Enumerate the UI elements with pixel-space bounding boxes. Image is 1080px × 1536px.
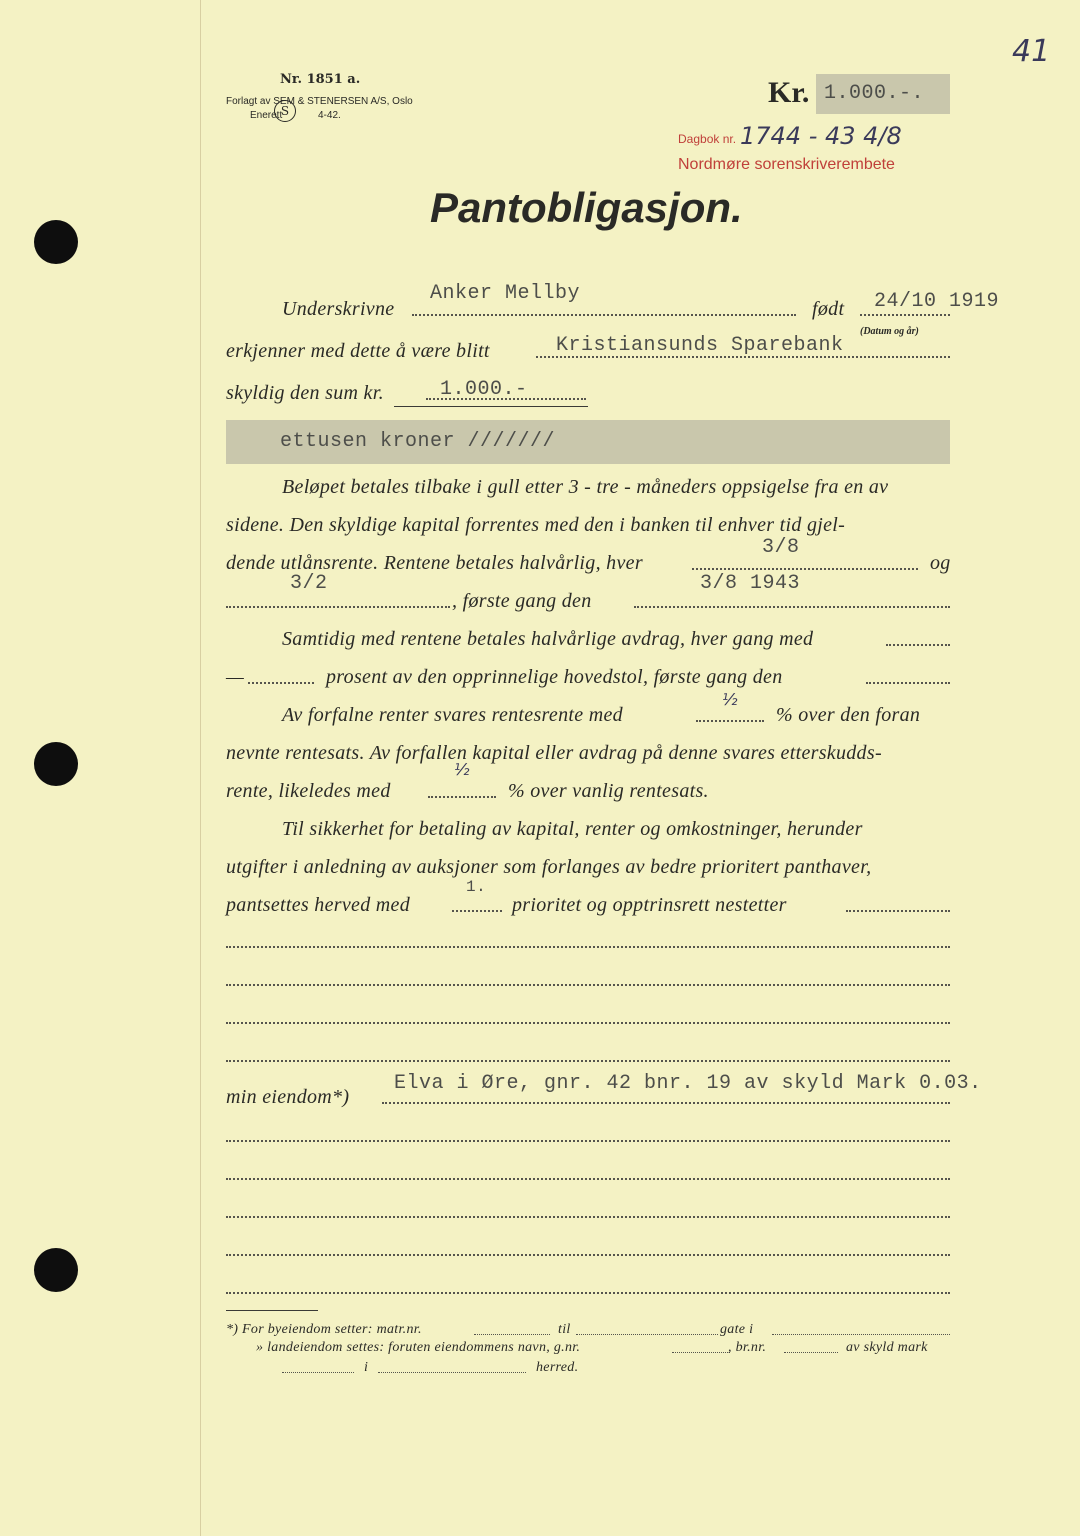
footnote-line2-c: av skyld mark	[846, 1340, 928, 1355]
blank-line-9	[226, 1292, 950, 1294]
first-time-value: 3/8 1943	[700, 572, 801, 595]
margin-line	[200, 0, 201, 1536]
publisher-line1: Forlagt av SEM & STENERSEN A/S, Oslo	[226, 96, 413, 107]
document-title: Pantobligasjon.	[430, 184, 743, 231]
publisher-date: 4-42.	[318, 110, 341, 121]
blank-line-5	[226, 1140, 950, 1142]
priority-value: 1.	[466, 878, 487, 896]
interest-date1: 3/8	[762, 536, 800, 559]
rate-value2: ½	[454, 760, 470, 779]
footnote-line2-dots-b	[784, 1352, 838, 1353]
punch-hole-middle	[34, 742, 78, 786]
first-time-label: , første gang den	[452, 590, 592, 612]
creditor-value: Kristiansunds Sparebank	[556, 334, 844, 357]
owes-label: skyldig den sum kr.	[226, 382, 384, 404]
para4-line2: utgifter i anledning av auksjoner som forlanges av bedre prioritert panthaver,	[226, 856, 872, 878]
footnote-line3-b: herred.	[536, 1360, 579, 1375]
blank-line-8	[226, 1254, 950, 1256]
born-line	[860, 314, 950, 316]
owes-value: 1.000.-	[440, 378, 528, 401]
blank-line-6	[226, 1178, 950, 1180]
page-number: 41	[1012, 34, 1051, 69]
percent-line	[248, 682, 314, 684]
footnote-line2-dots-a	[672, 1352, 730, 1353]
priority-line	[452, 910, 502, 912]
rate-value1: ½	[722, 690, 738, 709]
para4-line3-dots	[846, 910, 950, 912]
para3-line3: rente, likeledes med	[226, 780, 391, 802]
punch-hole-bottom	[34, 1248, 78, 1292]
installment-line	[886, 644, 950, 646]
para4-line3b: prioritet og opptrinsrett nestetter	[512, 894, 787, 916]
footnote-rule	[226, 1310, 318, 1311]
para3-line1b: % over den foran	[776, 704, 921, 726]
publisher-line2: Enerett	[250, 110, 283, 121]
interest-line1	[692, 568, 918, 570]
para2-line2: prosent av den opprinnelige hovedstol, første gang den	[326, 666, 783, 688]
amount-value: 1.000.-.	[816, 74, 950, 114]
interest-line2	[226, 606, 450, 608]
footnote-line1-dots-a	[474, 1334, 550, 1335]
footnote-line1-b: til	[558, 1322, 571, 1337]
footnote-line1-c: gate i	[720, 1322, 754, 1337]
born-label: født	[812, 298, 845, 320]
amount-in-words: ettusen kroner ///////	[226, 420, 950, 464]
footnote-line3-dots-a	[282, 1372, 354, 1373]
form-number: Nr. 1851 a.	[280, 72, 361, 87]
para1-og: og	[930, 552, 951, 574]
property-line	[382, 1102, 950, 1104]
para2-dash: —	[226, 666, 245, 688]
para2-line1: Samtidig med rentene betales halvårlige avdrag, hver gang med	[282, 628, 814, 650]
undersigned-label: Underskrivne	[282, 298, 395, 320]
stamp-office: Nordmøre sorenskriverembete	[678, 156, 895, 173]
para4-line3: pantsettes herved med	[226, 894, 411, 916]
para1-line3: dende utlånsrente. Rentene betales halvårlig, hver	[226, 552, 643, 574]
para3-line2: nevnte rentesats. Av forfallen kapital eller avdrag på denne svares etterskudds-	[226, 742, 882, 764]
born-value: 24/10 1919	[874, 290, 1000, 313]
amount-label: Kr.	[768, 76, 810, 109]
interest-date2: 3/2	[290, 572, 328, 595]
footnote-line1-dots-b	[576, 1334, 718, 1335]
footnote-line3-dots-b	[378, 1372, 526, 1373]
property-value: Elva i Øre, gnr. 42 bnr. 19 av skyld Mark 0.03.	[394, 1072, 982, 1095]
rate-line2	[428, 796, 496, 798]
publisher-logo-icon: S	[274, 100, 296, 122]
punch-hole-top	[34, 220, 78, 264]
undersigned-line	[412, 314, 796, 316]
stamp-dagbok-label: Dagbok nr.	[678, 132, 737, 146]
property-label: min eiendom*)	[226, 1086, 350, 1108]
born-hint: (Datum og år)	[860, 326, 919, 337]
blank-line-7	[226, 1216, 950, 1218]
stamp-dagbok-value: 1744 - 43 4/8	[740, 122, 902, 150]
footnote-line2-a: » landeiendom settes: foruten eiendommens navn, g.nr.	[256, 1340, 581, 1355]
blank-line-2	[226, 984, 950, 986]
blank-line-1	[226, 946, 950, 948]
blank-line-3	[226, 1022, 950, 1024]
para3-line1: Av forfalne renter svares rentesrente med	[282, 704, 623, 726]
footnote-line2-b: , br.nr.	[728, 1340, 767, 1355]
owes-underline	[394, 406, 588, 407]
footnote-line1-dots-c	[772, 1334, 950, 1335]
blank-line-4	[226, 1060, 950, 1062]
para3-line3b: % over vanlig rentesats.	[508, 780, 709, 802]
para4-line1: Til sikkerhet for betaling av kapital, renter og omkostninger, herunder	[282, 818, 863, 840]
first-time-line	[634, 606, 950, 608]
footnote-line1-a: *) For byeiendom setter: matr.nr.	[226, 1322, 422, 1337]
undersigned-value: Anker Mellby	[430, 282, 581, 305]
para1-line2: sidene. Den skyldige kapital forrentes med den i banken til enhver tid gjel-	[226, 514, 846, 536]
acknowledges-label: erkjenner med dette å være blitt	[226, 340, 490, 362]
footnote-line3-a: i	[364, 1360, 369, 1375]
para2-date-line	[866, 682, 950, 684]
para1-line1: Beløpet betales tilbake i gull etter 3 - tre - måneders oppsigelse fra en av	[282, 476, 889, 498]
rate-line1	[696, 720, 764, 722]
